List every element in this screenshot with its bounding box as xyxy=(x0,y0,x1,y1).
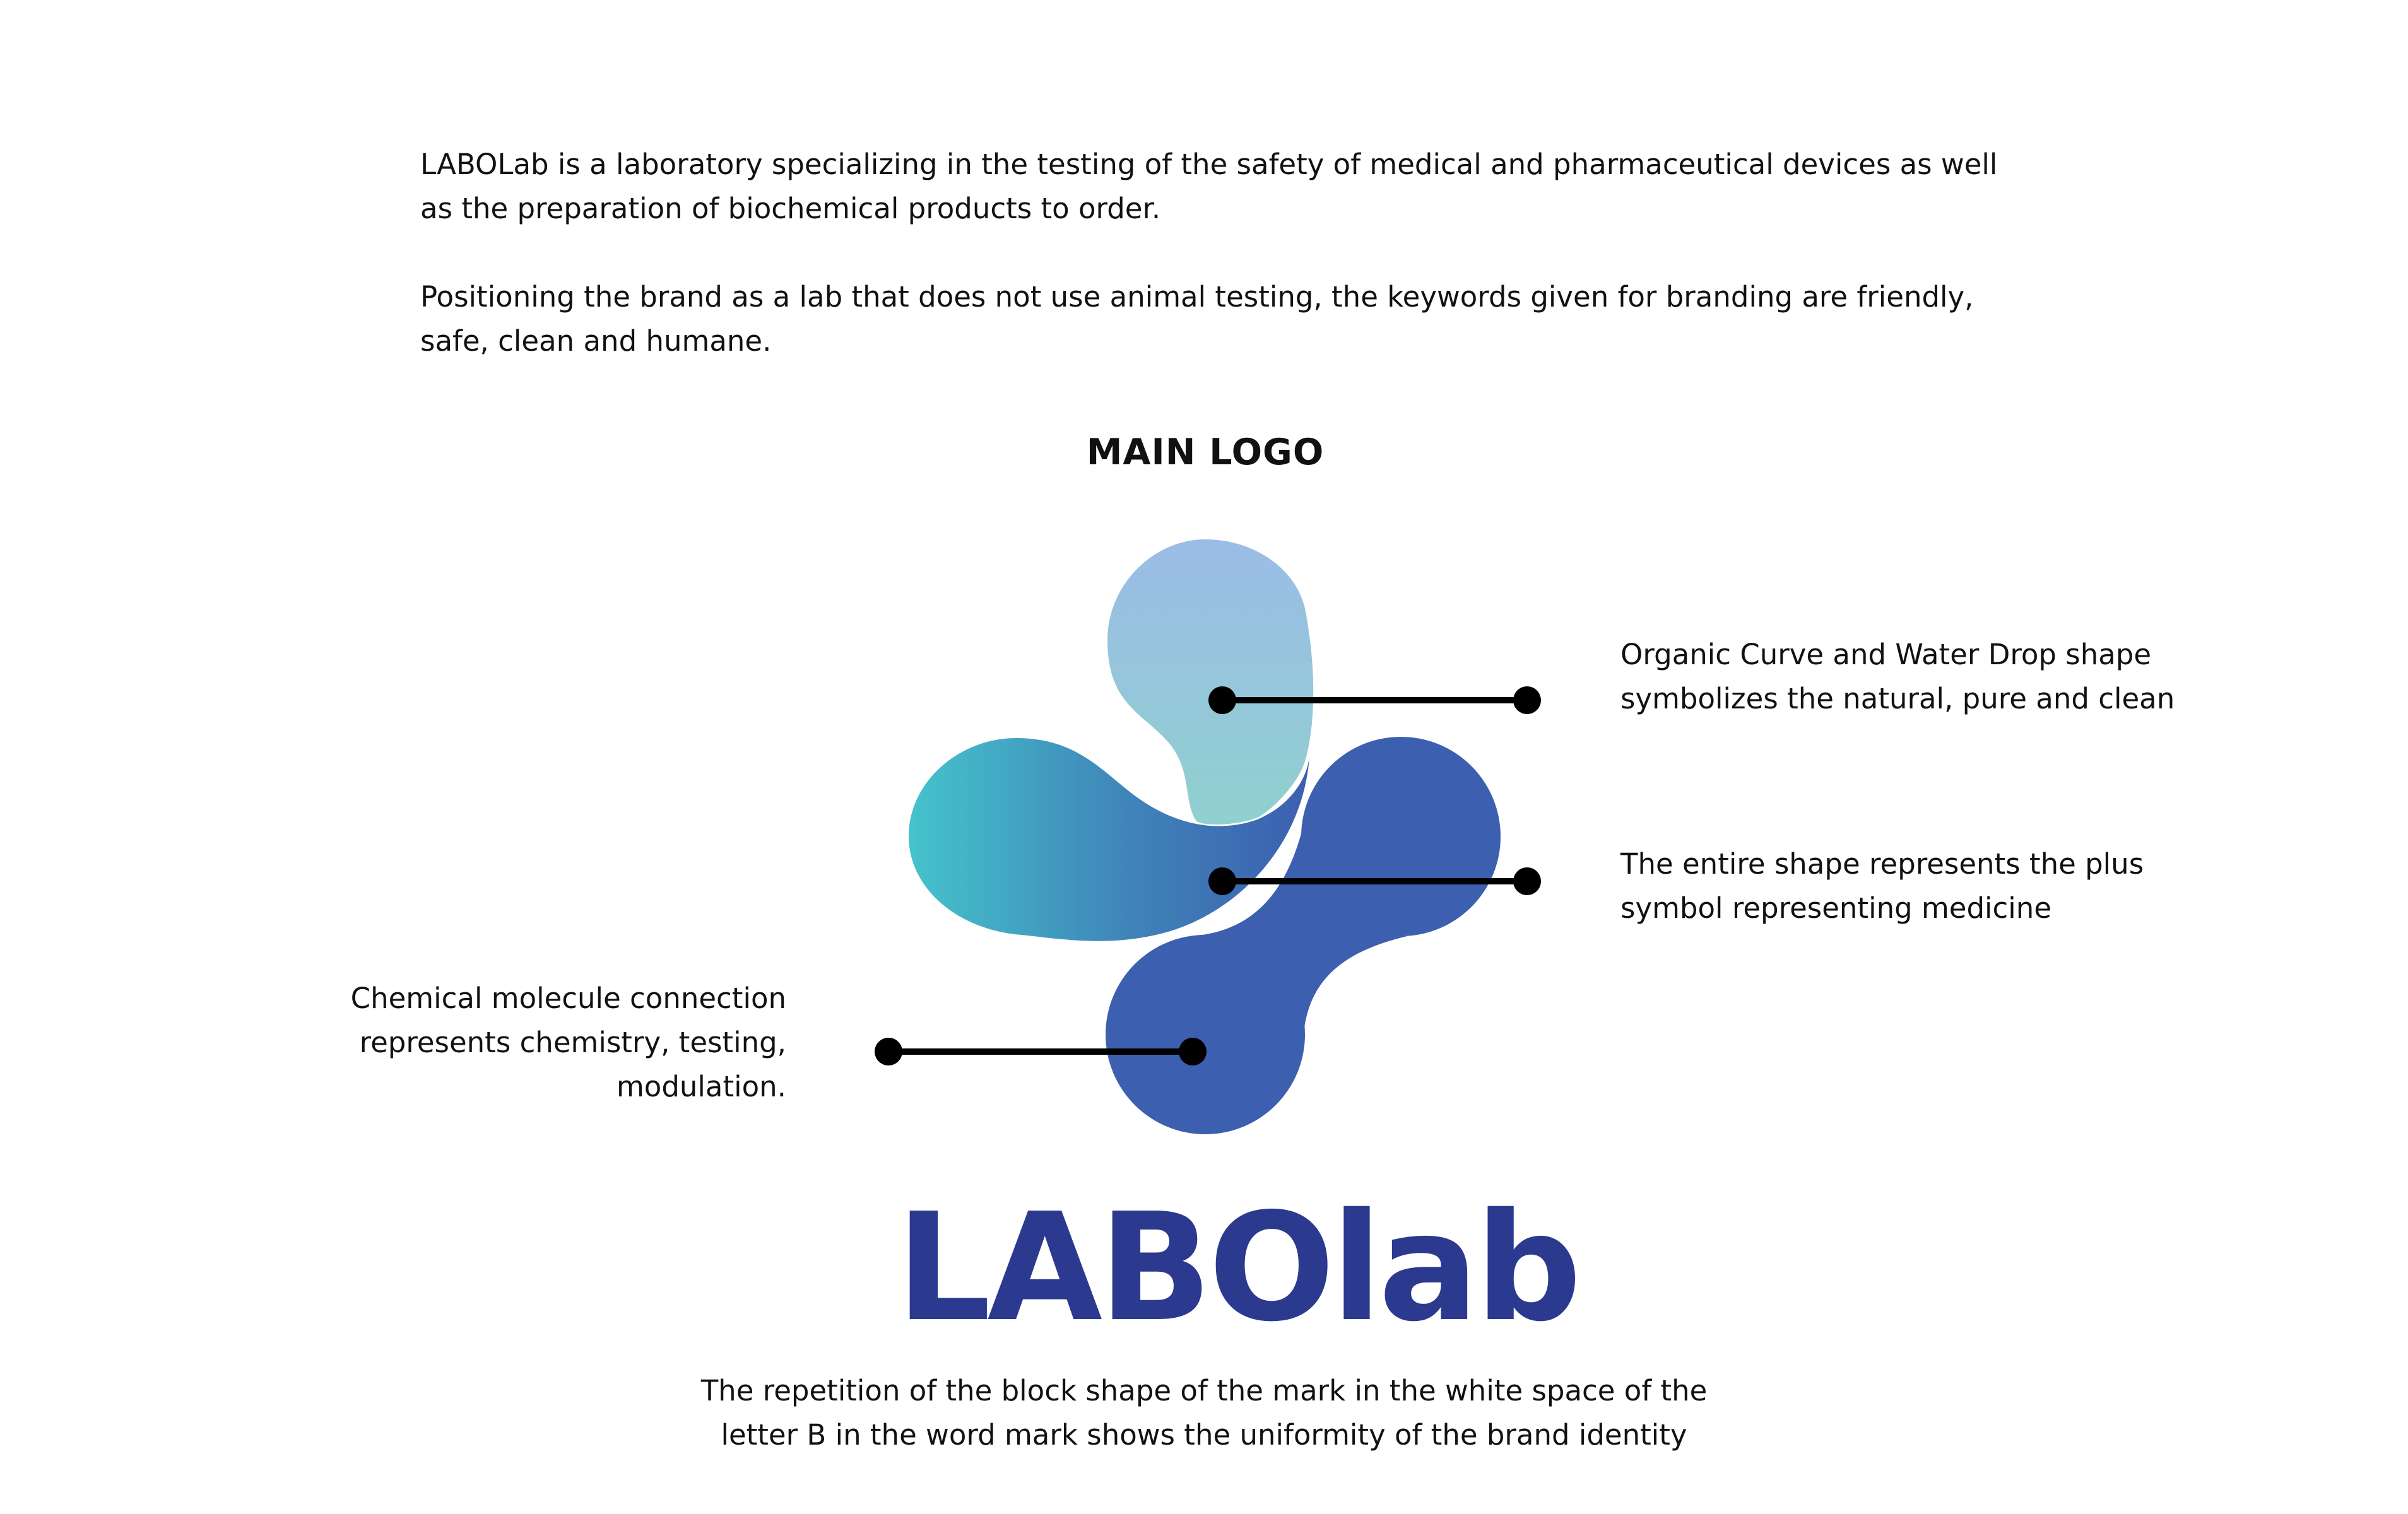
callout-molecule-connection: Chemical molecule connection represents chemistry, testing, modulation. xyxy=(350,982,786,1103)
leader-dot-organic-start xyxy=(1208,686,1236,714)
wordmark-caption: The repetition of the block shape of the mark in the white space of the letter B in the word mark shows the uniformity of the brand identity xyxy=(700,1374,1708,1452)
leader-dot-plus-end xyxy=(1513,867,1541,895)
callout-organic-curve: Organic Curve and Water Drop shape symbolizes the natural, pure and clean xyxy=(1620,638,2175,715)
leader-dot-organic-end xyxy=(1513,686,1541,714)
intro-paragraph-1: LABOLab is a laboratory specializing in the testing of the safety of medical and pharmaceutical devices as well as the preparation of biochemical products to order. xyxy=(420,148,1998,225)
molecule-shape xyxy=(1106,737,1501,1134)
labolab-wordmark: LABOlab xyxy=(896,1181,1578,1354)
water-drop-shape xyxy=(1107,539,1313,824)
leader-dot-molecule-end xyxy=(1179,1038,1207,1065)
intro-paragraph-2: Positioning the brand as a lab that does not use animal testing, the keywords given for branding are friendly, safe, clean and humane. xyxy=(420,280,1974,358)
callout-plus-symbol: The entire shape represents the plus symbol representing medicine xyxy=(1620,847,2144,925)
section-title-main-logo: MAIN LOGO xyxy=(1086,431,1325,473)
leader-dot-plus-start xyxy=(1208,867,1236,895)
leader-dot-molecule-start xyxy=(875,1038,902,1065)
